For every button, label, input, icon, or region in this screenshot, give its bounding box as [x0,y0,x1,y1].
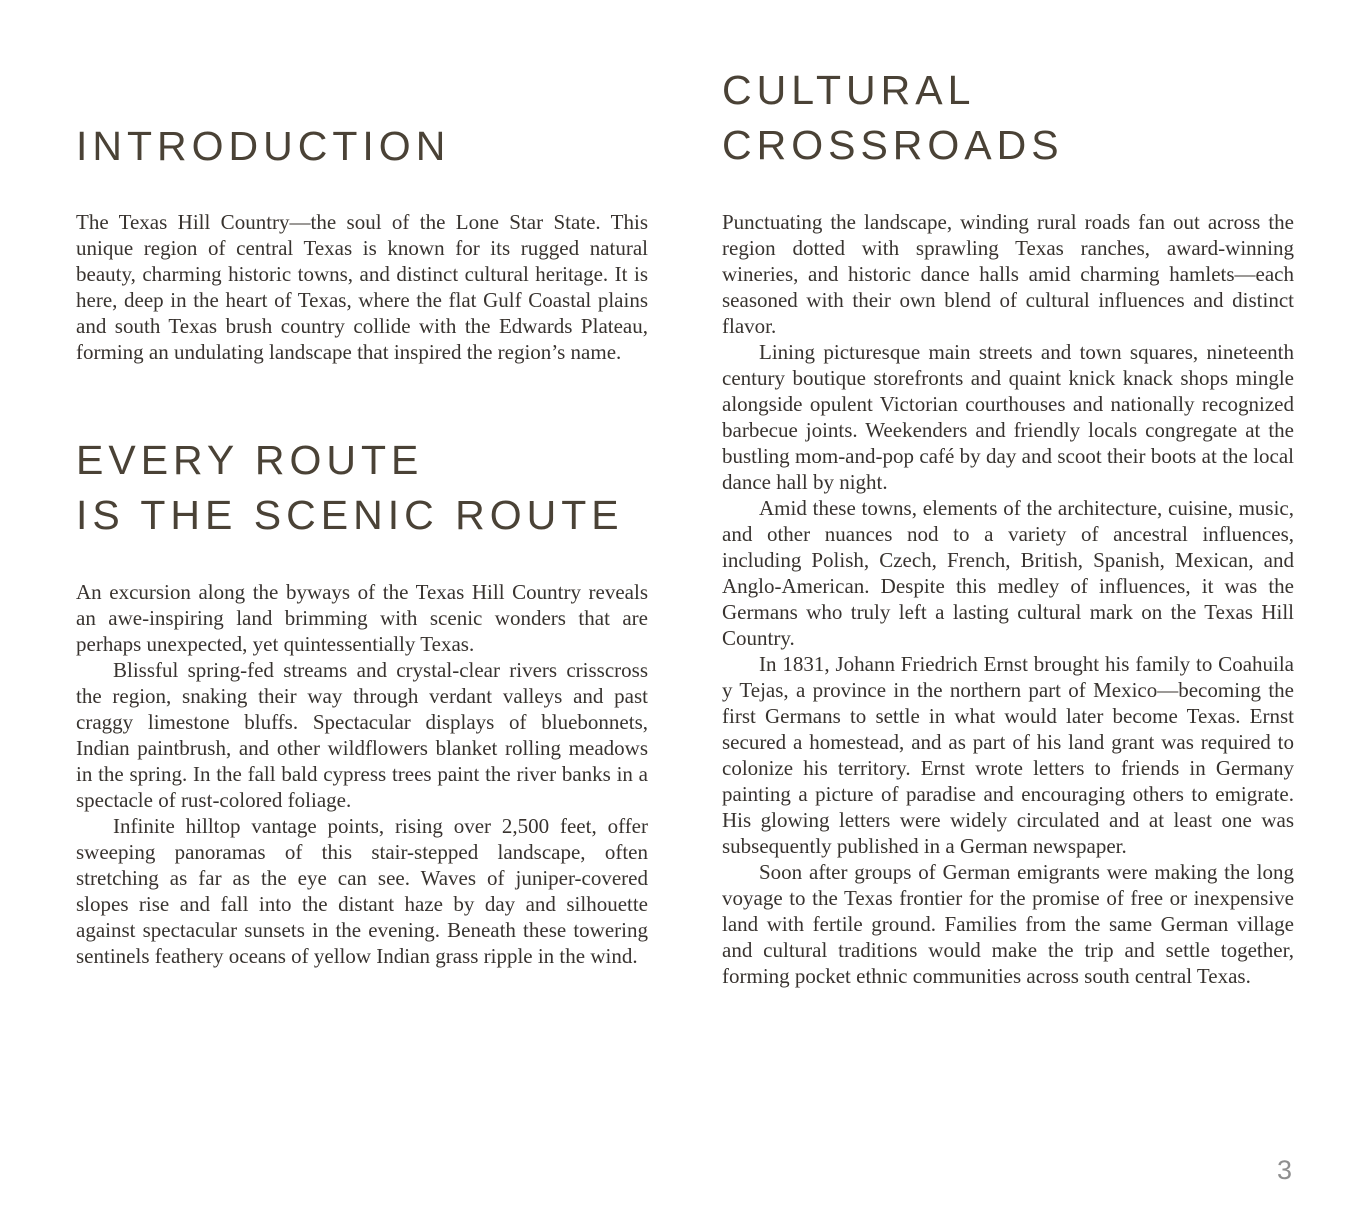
page-number: 3 [1276,1155,1292,1185]
right-column [722,0,1294,989]
paragraph: An excursion along the byways of the Texas Hill Country reveals an awe-inspiring land brimming with scenic wonders that are perhaps unexpected, yet quintessentially Texas. [76,580,648,656]
section-every-route [76,433,648,969]
cultural-crossroads-heading [722,63,1294,173]
paragraph: Lining picturesque main streets and town squares, nineteenth century boutique storefronts and quaint knick knack shops mingle alongside opulent Victorian courthouses and nationally recognized barbecue joints. Weekenders and friendly locals congregate at the bustling mom-and-pop café by day and scoot their boots at the local dance hall by night. [722,340,1294,494]
paragraph: Soon after groups of German emigrants were making the long voyage to the Texas frontier for the promise of free or inexpensive land with fertile ground. Families from the same German village and cultural traditions would make the trip and settle together, forming pocket ethnic communities across south central Texas. [722,860,1294,988]
heading-line: INTRODUCTION [76,123,451,169]
paragraph: Infinite hilltop vantage points, rising over 2,500 feet, offer sweeping panoramas of this stair-stepped landscape, often stretching as far as the eye can see. Waves of juniper-covered slopes rise and fall into the distant haze by day and silhouette against spectacular sunsets in the evening. Beneath these towering sentinels feathery oceans of yellow Indian grass ripple in the wind. [76,814,648,968]
paragraph: Amid these towns, elements of the architecture, cuisine, music, and other nuances nod to a variety of ancestral influences, including Polish, Czech, French, British, Spanish, Mexican, and Anglo-American. Despite this medley of influences, it was the Germans who truly left a lasting cultural mark on the Texas Hill Country. [722,496,1294,650]
left-column [76,0,648,969]
heading-line: EVERY ROUTE [76,437,424,483]
paragraph: In 1831, Johann Friedrich Ernst brought his family to Coahuila y Tejas, a province in the northern part of Mexico—becoming the first Germans to settle in what would later become Texas. Ernst secured a homestead, and as part of his land grant was required to colonize his territory. Ernst wrote letters to friends in Germany painting a picture of paradise and encouraging others to emigrate. His glowing letters were widely circulated and at least one was subsequently published in a German newspaper. [722,652,1294,858]
introduction-heading [76,119,648,174]
paragraph: Punctuating the landscape, winding rural roads fan out across the region dotted with sprawling Texas ranches, award-winning wineries, and historic dance halls amid charming hamlets—each seasoned with their own blend of cultural influences and distinct flavor. [722,210,1294,338]
paragraph: The Texas Hill Country—the soul of the Lone Star State. This unique region of central Texas is known for its rugged natural beauty, charming historic towns, and distinct cultural heritage. It is here, deep in the heart of Texas, where the flat Gulf Coastal plains and south Texas brush country collide with the Edwards Plateau, forming an undulating landscape that inspired the region’s name. [76,210,648,364]
heading-line: IS THE SCENIC ROUTE [76,492,624,538]
section-cultural-crossroads [722,63,1294,989]
section-introduction [76,119,648,365]
paragraph: Blissful spring-fed streams and crystal-clear rivers crisscross the region, snaking their way through verdant valleys and past craggy limestone bluffs. Spectacular displays of bluebonnets, Indian paintbrush, and other wildflowers blanket rolling meadows in the spring. In the fall bald cypress trees paint the river banks in a spectacle of rust-colored foliage. [76,658,648,812]
heading-line: CULTURAL [722,67,976,113]
every-route-heading [76,433,648,543]
heading-line: CROSSROADS [722,122,1064,168]
